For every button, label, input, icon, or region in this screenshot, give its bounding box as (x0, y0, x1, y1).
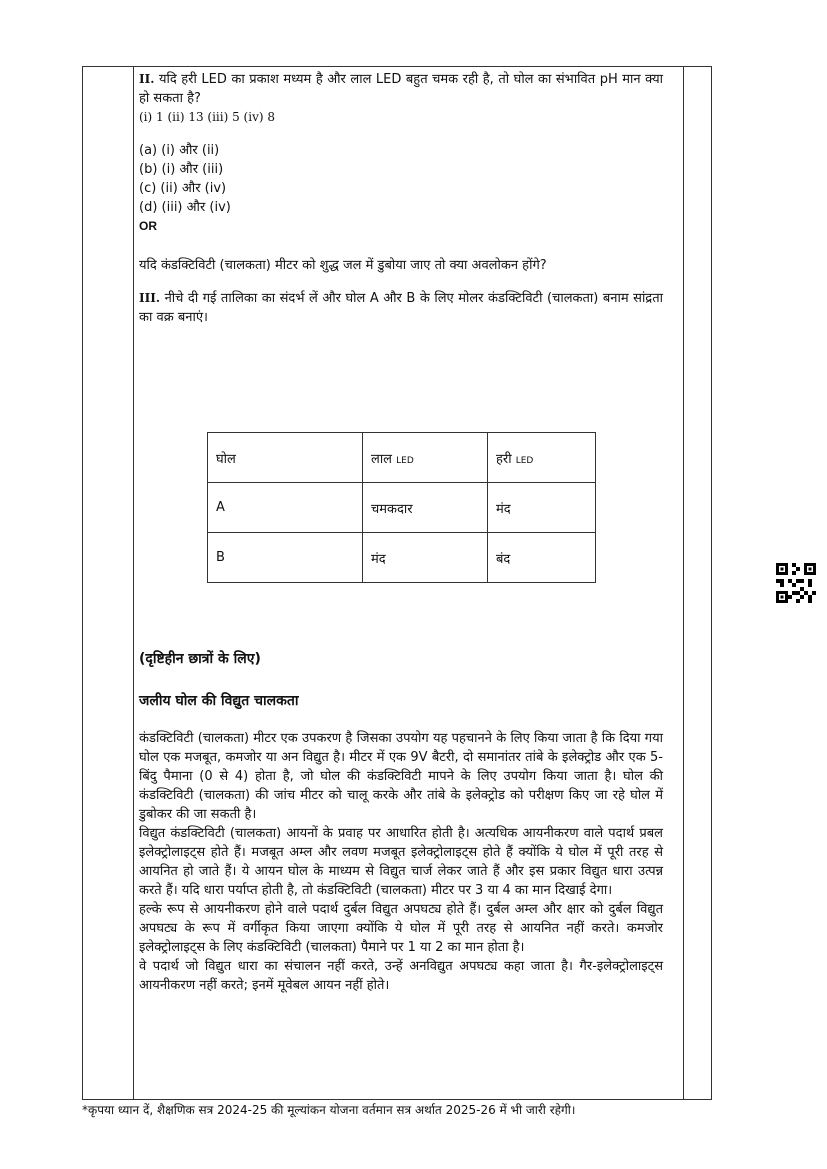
table-row (208, 483, 596, 533)
cell-solution: B (208, 533, 363, 583)
header-green-led (488, 433, 596, 483)
vi-heading: (दृष्टिहीन छात्रों के लिए) (139, 651, 261, 667)
header-red-led (363, 433, 488, 483)
section-body (139, 729, 663, 995)
led-observation-table (207, 432, 596, 583)
header-solution: घोल (208, 433, 363, 483)
cell-green: मंद (488, 483, 596, 533)
right-column-divider (683, 66, 684, 1100)
cell-red: मंद (363, 533, 488, 583)
table-row (208, 533, 596, 583)
question-2-options: (i) 1 (ii) 13 (iii) 5 (iv) 8 (139, 110, 275, 124)
header-red-label: लाल (371, 451, 392, 467)
qr-code-icon (776, 563, 816, 603)
table-header-row (208, 433, 596, 483)
paragraph: हल्के रूप से आयनीकरण होने वाले पदार्थ दुर्बल विद्युत अपघट्य होते हैं। दुर्बल अम्ल और क्षार को दुर्बल विद्युत अपघट्य के रूप में वर्गीकृत किया जाएगा क्योंकि ये घोल में पूरी तरह से आयनित नहीं करते। कमजोर इलेक्ट्रोलाइट्स के लिए कंडक्टिविटी (चालकता) पैमाने पर 1 या 2 का मान होता है। (139, 902, 663, 955)
question-2-label: II. (139, 72, 155, 86)
paragraph: कंडक्टिविटी (चालकता) मीटर एक उपकरण है जिसका उपयोग यह पहचानने के लिए किया जाता है कि दिया गया घोल एक मजबूत, कमजोर या अन विद्युत है। मीटर में एक 9V बैटरी, दो समानांतर तांबे के इलेक्ट्रोड और एक 5-बिंदु पैमाना (0 से 4) होता है, जो घोल की कंडक्टिविटी मापने के लिए उपयोग किया जाता है। घोल की कंडक्टिविटी (चालकता) की जांच मीटर को चालू करके और तांबे के इलेक्ट्रोड को परीक्षण किए जा रहे घोल में डुबोकर की जा सकती है। (139, 731, 663, 822)
footer-note: *कृपया ध्यान दें, शैक्षणिक सत्र 2024-25 की मूल्यांकन योजना वर्तमान सत्र अर्थात 2025-26 में भी जारी रहेगी। (82, 1103, 576, 1117)
cell-green: बंद (488, 533, 596, 583)
cell-solution: A (208, 483, 363, 533)
question-3-label: III. (139, 291, 161, 305)
paragraph: विद्युत कंडक्टिविटी (चालकता) आयनों के प्रवाह पर आधारित होती है। अत्यधिक आयनीकरण वाले पदार्थ प्रबल इलेक्ट्रोलाइट्स होते हैं। मजबूत अम्ल और लवण मजबूत इलेक्ट्रोलाइट्स होते हैं क्योंकि ये घोल में पूरी तरह से आयनित हो जाते हैं। ये आयन घोल के माध्यम से विद्युत चार्ज लेकर जाते हैं और इस प्रकार विद्युत धारा उत्पन्न करते हैं। यदि धारा पर्याप्त होती है, तो कंडक्टिविटी (चालकता) मीटर पर 3 या 4 का मान दिखाई देगा। (139, 826, 663, 898)
question-content (139, 70, 663, 327)
cell-red: चमकदार (363, 483, 488, 533)
left-column-divider (133, 66, 134, 1100)
choice-c: (c) (ii) और (iv) (139, 181, 227, 196)
or-question: यदि कंडक्टिविटी (चालकता) मीटर को शुद्ध जल में डुबोया जाए तो क्या अवलोकन होंगे? (139, 258, 547, 273)
header-green-label: हरी (496, 451, 512, 467)
vi-section (139, 636, 663, 995)
choice-a: (a) (i) और (ii) (139, 143, 220, 158)
section-title: जलीय घोल की विद्युत चालकता (139, 693, 299, 709)
header-green-led-text: LED (515, 455, 534, 466)
paragraph: वे पदार्थ जो विद्युत धारा का संचालन नहीं करते, उन्हें अनविद्युत अपघट्य कहा जाता है। गैर-इलेक्ट्रोलाइट्स आयनीकरण नहीं करते; इनमें मूवेबल आयन नहीं होते। (139, 959, 663, 993)
header-red-led-text: LED (396, 455, 414, 466)
choice-b: (b) (i) और (iii) (139, 162, 224, 177)
question-3-text: नीचे दी गई तालिका का संदर्भ लें और घोल A और B के लिए मोलर कंडक्टिविटी (चालकता) बनाम सांद्रता का वक्र बनाएं। (139, 291, 663, 325)
question-2 (139, 70, 663, 108)
question-2-text: यदि हरी LED का प्रकाश मध्यम है और लाल LED बहुत चमक रही है, तो घोल का संभावित pH मान क्या हो सकता है? (139, 72, 663, 106)
or-label: OR (139, 219, 157, 233)
choice-d: (d) (iii) और (iv) (139, 200, 231, 215)
question-3 (139, 289, 663, 327)
